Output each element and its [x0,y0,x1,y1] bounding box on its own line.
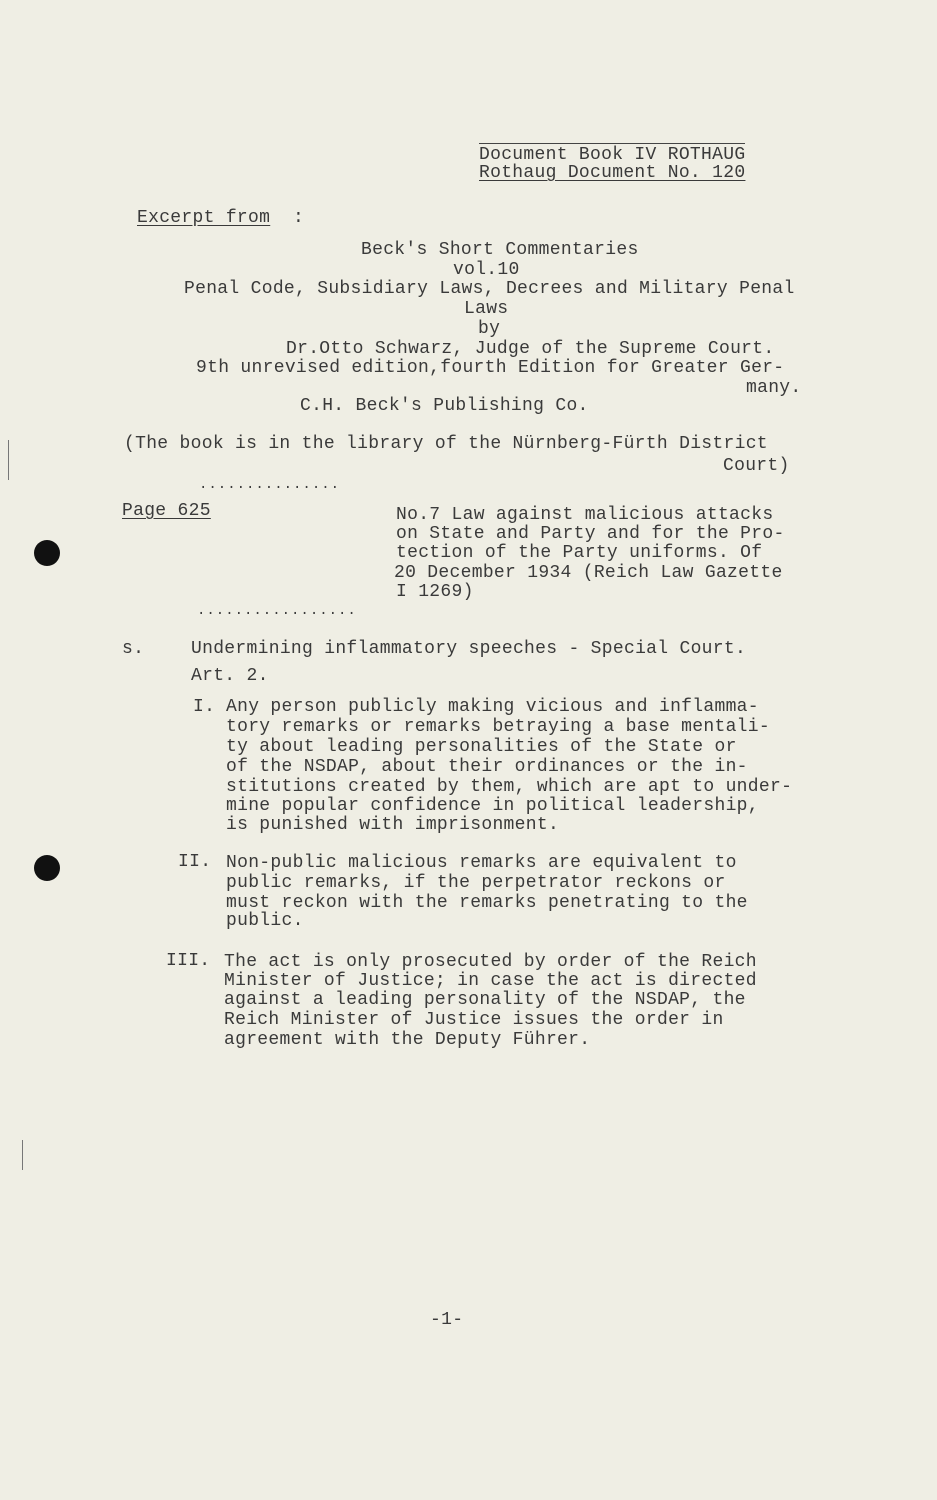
paragraph-text: Any person publicly making vicious and inflamma- [226,697,759,717]
paragraph-text: public. [226,911,304,931]
paragraph-number: II. [178,852,212,872]
book-title: Beck's Short Commentaries [361,240,639,260]
article-number: Art. 2. [191,666,269,686]
book-subject-line-1: Penal Code, Subsidiary Laws, Decrees and Military Penal [184,279,795,299]
paragraph-text: The act is only prosecuted by order of the Reich [224,952,757,972]
paragraph-text: Non-public malicious remarks are equivalent to [226,853,737,873]
book-by: by [478,319,501,339]
paragraph-text: mine popular confidence in political leadership, [226,796,759,816]
law-title-line-4: 20 December 1934 (Reich Law Gazette [394,563,783,583]
separator-dots: ................. [197,603,357,619]
paragraph-text: ty about leading personalities of the State or [226,737,737,757]
paragraph-number: III. [166,951,211,971]
law-title-line-3: tection of the Party uniforms. Of [396,543,763,563]
excerpt-label: Excerpt from [137,208,271,228]
paragraph-text: is punished with imprisonment. [226,815,560,835]
book-publisher: C.H. Beck's Publishing Co. [300,396,589,416]
paragraph-text: Minister of Justice; in case the act is directed [224,971,757,991]
book-edition-line-2: many. [746,378,802,398]
paragraph-text: against a leading personality of the NSDAP, the [224,990,746,1010]
excerpt-colon: : [293,208,305,228]
paragraph-text: must reckon with the remarks penetrating to the [226,893,748,913]
paragraph-text: Reich Minister of Justice issues the order in [224,1010,724,1030]
book-subject-line-2: Laws [464,299,509,319]
margin-mark [22,1140,23,1170]
library-note-line-2: Court) [723,456,790,476]
margin-mark [8,440,9,480]
document-book-label: Document Book IV ROTHAUG [479,145,746,165]
punch-hole-bottom [34,855,60,881]
document-number: Rothaug Document No. 120 [479,163,746,183]
page-reference: Page 625 [122,501,211,521]
paragraph-text: public remarks, if the perpetrator reckons or [226,873,726,893]
law-title-line-5: I 1269) [396,582,474,602]
paragraph-text: tory remarks or remarks betraying a base mentali- [226,717,770,737]
book-author: Dr.Otto Schwarz, Judge of the Supreme Court. [286,339,775,359]
section-marker: s. [122,639,145,659]
separator-dots: ............... [199,477,341,493]
law-title-line-2: on State and Party and for the Pro- [396,524,785,544]
paragraph-text: agreement with the Deputy Führer. [224,1030,591,1050]
paragraph-number: I. [193,697,216,717]
book-volume: vol.10 [453,260,520,280]
law-title-line-1: No.7 Law against malicious attacks [396,505,774,525]
paragraph-text: of the NSDAP, about their ordinances or the in- [226,757,748,777]
punch-hole-top [34,540,60,566]
library-note-line-1: (The book is in the library of the Nürnberg-Fürth District [124,434,768,454]
paragraph-text: stitutions created by them, which are apt to under- [226,777,793,797]
book-edition-line-1: 9th unrevised edition,fourth Edition for Greater Ger- [196,358,785,378]
page-number: -1- [430,1310,464,1330]
section-heading: Undermining inflammatory speeches - Special Court. [191,639,747,659]
